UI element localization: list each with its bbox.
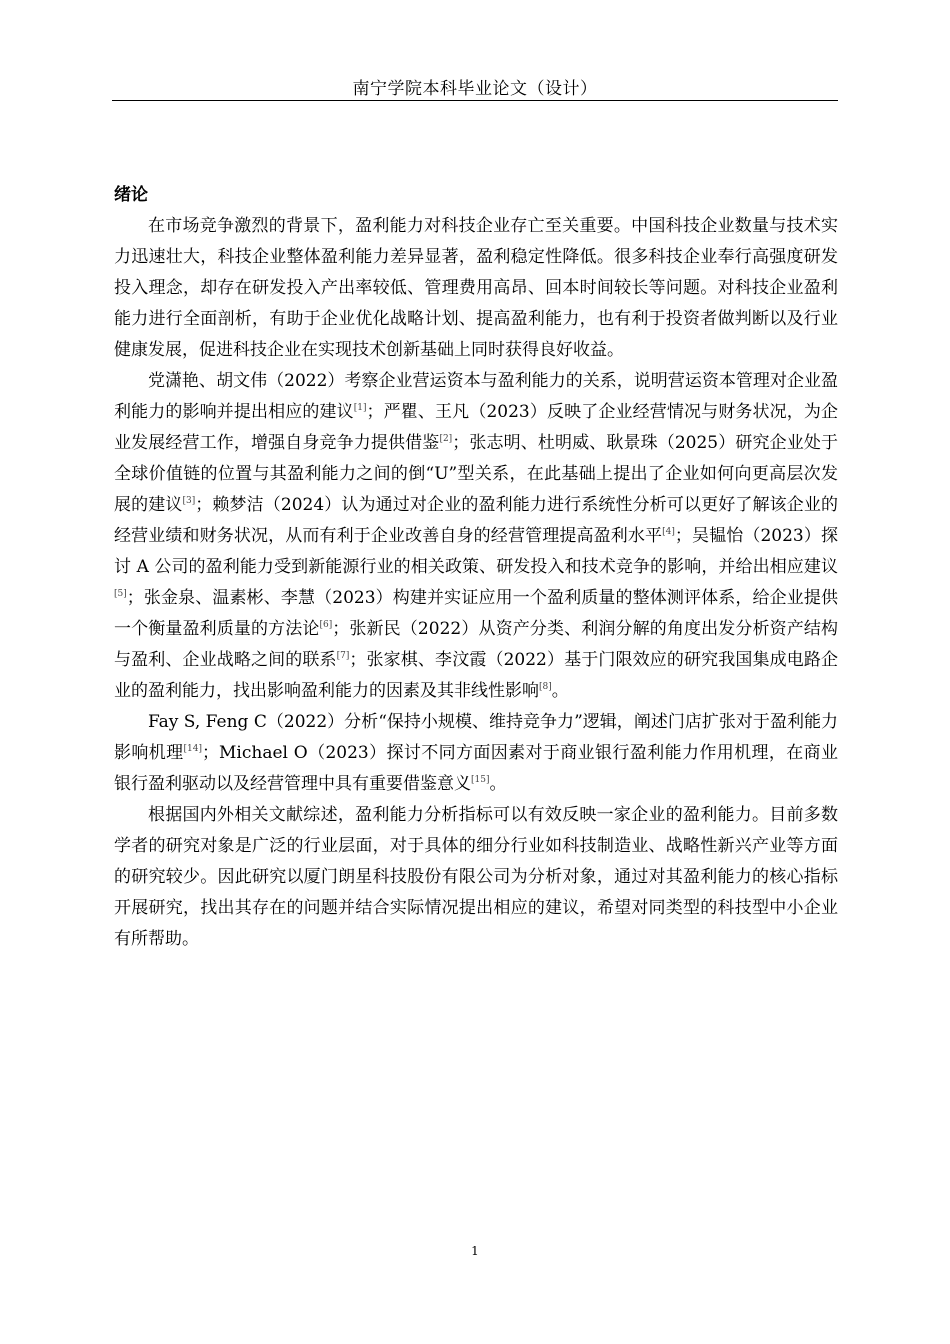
page-number: 1 — [471, 1244, 479, 1258]
citation-text: Fay S, Feng C（2022）分析“保持小规模、维持竞争力”逻辑，阐述门店扩张对于盈利能力影响机理 — [114, 712, 838, 763]
citation-text: ；张新民（2022）从资产分类、利润分解的角度出发分析资产结构与盈利、企业战略之间的联系 — [114, 619, 839, 670]
citation-text: ；严瞿、王凡（2023）反映了企业经营情况与财务状况，为企业发展经营工作，增强自身竞争力提供借鉴 — [114, 402, 839, 453]
main-content — [114, 180, 838, 955]
sentence-end: 。 — [551, 681, 569, 701]
paragraph-3 — [114, 707, 838, 800]
citation-ref: [4] — [662, 527, 675, 537]
sentence-end: 。 — [489, 774, 507, 794]
header-divider — [112, 100, 838, 101]
citation-ref: [14] — [183, 744, 203, 754]
citation-text: ；张家棋、李汶霞（2022）基于门限效应的研究我国集成电路企业的盈利能力，找出影响盈利能力的因素及其非线性影响 — [114, 650, 839, 701]
page-header-title: 南宁学院本科毕业论文（设计） — [352, 79, 598, 99]
citation-text: ；赖梦洁（2024）认为通过对企业的盈利能力进行系统性分析可以更好了解该企业的经营业绩和财务状况，从而有利于企业改善自身的经营管理提高盈利水平 — [114, 495, 839, 546]
citation-ref: [6] — [319, 620, 333, 630]
paragraph-1: 在市场竞争激烈的背景下，盈利能力对科技企业存亡至关重要。中国科技企业数量与技术实力迅速壮大，科技企业整体盈利能力差异显著，盈利稳定性降低。很多科技企业奉行高强度研发投入理念，却存在研发投入产出率较低、管理费用高昂、回本时间较长等问题。对科技企业盈利能力进行全面剖析，有助于企业优化战略计划、提高盈利能力，也有利于投资者做判断以及行业健康发展，促进科技企业在实现技术创新基础上同时获得良好收益。 — [114, 216, 838, 360]
citation-ref: [7] — [336, 651, 350, 661]
citation-ref: [15] — [471, 775, 490, 785]
citation-text: 党潇艳、胡文伟（2022）考察企业营运资本与盈利能力的关系，说明营运资本管理对企业盈利能力的影响并提出相应的建议 — [114, 371, 838, 422]
citation-ref: [5] — [114, 589, 127, 599]
section-title: 绪论 — [114, 185, 148, 205]
paragraph-2 — [114, 366, 838, 707]
citation-text: ；吴韫怡（2023）探讨 A 公司的盈利能力受到新能源行业的相关政策、研发投入和技术竞争的影响，并给出相应建议 — [114, 526, 839, 577]
citation-text: ；Michael O（2023）探讨不同方面因素对于商业银行盈利能力作用机理，在商业银行盈利驱动以及经营管理中具有重要借鉴意义 — [114, 743, 838, 794]
citation-ref: [1] — [353, 403, 367, 413]
paragraph-4: 根据国内外相关文献综述，盈利能力分析指标可以有效反映一家企业的盈利能力。目前多数学者的研究对象是广泛的行业层面，对于具体的细分行业如科技制造业、战略性新兴产业等方面的研究较少。因此研究以厦门朗星科技股份有限公司为分析对象，通过对其盈利能力的核心指标开展研究，找出其存在的问题并结合实际情况提出相应的建议，希望对同类型的科技型中小企业有所帮助。 — [114, 805, 838, 949]
citation-ref: [3] — [182, 496, 196, 506]
citation-text: ；张志明、杜明威、耿景珠（2025）研究企业处于全球价值链的位置与其盈利能力之间的倒“U”型关系，在此基础上提出了企业如何向更高层次发展的建议 — [114, 433, 839, 515]
citation-ref: [8] — [539, 682, 552, 692]
citation-ref: [2] — [439, 434, 453, 444]
citation-text: ；张金泉、温素彬、李慧（2023）构建并实证应用一个盈利质量的整体测评体系，给企业提供一个衡量盈利质量的方法论 — [114, 588, 838, 639]
